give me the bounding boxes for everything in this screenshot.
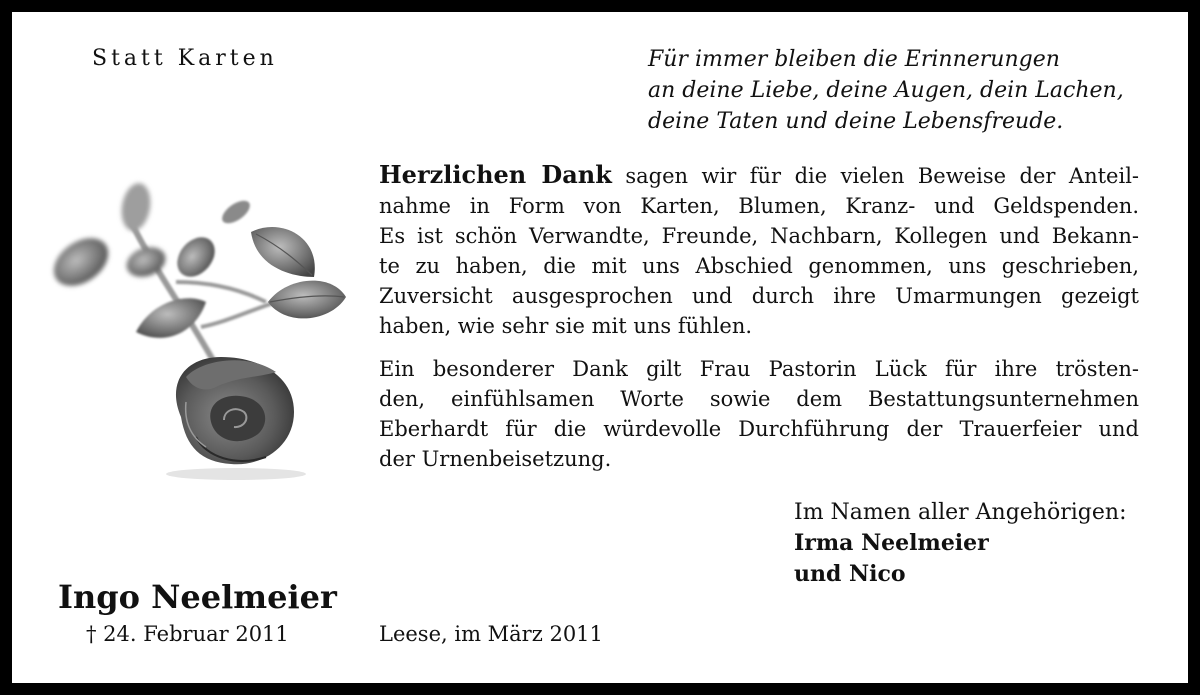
text-line: Es ist schön Verwandte, Freunde, Nachbarn, Kollegen und Bekann- (379, 224, 1139, 248)
motto-line: deine Taten und deine Lebensfreude. (648, 109, 1064, 134)
motto-line: Für immer bleiben die Erinnerungen (648, 47, 1060, 72)
motto-line: an deine Liebe, deine Augen, dein Lachen, (648, 78, 1124, 103)
thank-you-paragraph-1 (379, 160, 1139, 341)
text-line: Herzlichen Dank sagen wir für die vielen Beweise der Anteil- (379, 160, 1140, 189)
rose-icon (36, 162, 356, 482)
text-line: nahme in Form von Karten, Blumen, Kranz- und Geldspenden. (379, 194, 1139, 218)
obituary-card (12, 12, 1188, 683)
text-line: Ein besonderer Dank gilt Frau Pastorin Lück für ihre trösten- (379, 357, 1139, 381)
text-line: Eberhardt für die würdevolle Durchführung der Trauerfeier und (379, 417, 1139, 441)
text-line: Zuversicht ausgesprochen und durch ihre Umarmungen gezeigt (379, 284, 1139, 308)
text-line: te zu haben, die mit uns Abschied genommen, uns geschrieben, (379, 254, 1139, 278)
signature-name: und Nico (794, 561, 906, 587)
signature-intro: Im Namen aller Angehörigen: (794, 500, 1127, 525)
text-line: haben, wie sehr sie mit uns fühlen. (379, 314, 753, 338)
place-date: Leese, im März 2011 (379, 622, 603, 646)
text-line: den, einfühlsamen Worte sowie dem Bestattungsunternehmen (379, 387, 1139, 411)
signature-block (794, 498, 1126, 590)
text-line: der Urnenbeisetzung. (379, 447, 612, 471)
thank-you-paragraph-2 (379, 354, 1139, 474)
thank-you-heading: Herzlichen Dank (379, 160, 612, 189)
thank-you-text (379, 160, 1139, 487)
motto-quote (648, 44, 1168, 137)
statt-karten-label: Statt Karten (92, 46, 278, 71)
deceased-name: Ingo Neelmeier (58, 578, 337, 616)
signature-name: Irma Neelmeier (794, 530, 989, 556)
death-date: † 24. Februar 2011 (86, 622, 289, 646)
